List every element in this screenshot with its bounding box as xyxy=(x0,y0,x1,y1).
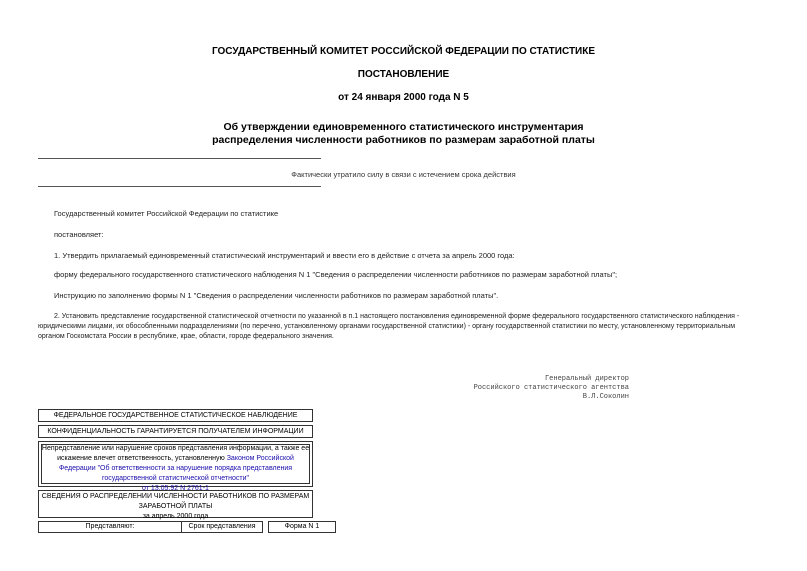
law-date-link[interactable]: от 13.05.92 N 2761-1 xyxy=(142,485,209,492)
body-paragraph-4: форму федерального государственного статистического наблюдения N 1 "Сведения о распределении численности работников по размерам заработной платы"; xyxy=(54,270,618,279)
law-link-part-2[interactable]: Федерации xyxy=(58,465,96,472)
form-number-label: Форма N 1 xyxy=(284,523,320,530)
warning-line-1: Непредставление или нарушение сроков представления информации, а также ее xyxy=(41,445,310,452)
separator-top xyxy=(38,158,321,159)
agency-heading: ГОСУДАРСТВЕННЫЙ КОМИТЕТ РОССИЙСКОЙ ФЕДЕРАЦИИ ПО СТАТИСТИКЕ xyxy=(211,46,596,57)
body-paragraph-6-line-1: 2. Установить представление государственной статистической отчетности по указанной в п.1 настоящего постановления единовременной форме федерального государственного статистического наблюдения - xyxy=(54,313,740,320)
body-paragraph-1: Государственный комитет Российской Федерации по статистике xyxy=(54,209,279,218)
form-number-cell xyxy=(268,521,336,533)
law-title-link-1[interactable]: "Об ответственности за нарушение порядка представления xyxy=(97,465,293,472)
report-title-line-1: СВЕДЕНИЯ О РАСПРЕДЕЛЕНИИ ЧИСЛЕННОСТИ РАБОТНИКОВ ПО РАЗМЕРАМ xyxy=(41,493,310,500)
law-title-link-2[interactable]: государственной статистической отчетности" xyxy=(102,475,249,482)
report-title-box xyxy=(38,490,313,518)
body-paragraph-3: 1. Утвердить прилагаемый единовременный статистический инструментарий и ввести его в действие с отчета за апрель 2000 года: xyxy=(54,251,515,260)
body-paragraph-6-line-3: органом Госкомстата России в республике, крае, области, городе федерального значения. xyxy=(38,333,334,340)
form-header-text: ФЕДЕРАЛЬНОЕ ГОСУДАРСТВЕННОЕ СТАТИСТИЧЕСКОЕ НАБЛЮДЕНИЕ xyxy=(53,412,298,419)
document-title-line-1: Об утверждении единовременного статистического инструментария xyxy=(223,121,584,133)
body-paragraph-5: Инструкцию по заполнению формы N 1 "Сведения о распределении численности работников по размерам заработной платы". xyxy=(54,291,499,300)
document-date-number: от 24 января 2000 года N 5 xyxy=(338,92,469,103)
form-header-box xyxy=(38,409,313,422)
confidentiality-text: КОНФИДЕНЦИАЛЬНОСТЬ ГАРАНТИРУЕТСЯ ПОЛУЧАТЕЛЕМ ИНФОРМАЦИИ xyxy=(47,428,304,435)
deadline-cell xyxy=(181,521,263,533)
warning-line-2-text: искажение влечет ответственность, установленную xyxy=(57,455,225,462)
signature-position: Генеральный директор xyxy=(544,375,629,383)
submitters-label: Представляют: xyxy=(85,523,135,530)
warning-box xyxy=(38,441,313,492)
report-period: за апрель 2000 года xyxy=(142,513,209,520)
deadline-label: Срок представления xyxy=(188,523,256,530)
signature-name: В.Л.Соколин xyxy=(582,393,629,401)
signature-agency: Российского статистического агентства xyxy=(473,384,629,392)
separator-bottom xyxy=(38,186,321,187)
confidentiality-box xyxy=(38,425,313,438)
warning-line-2 xyxy=(39,454,312,464)
submitters-cell xyxy=(38,521,182,533)
report-title-line-2: ЗАРАБОТНОЙ ПЛАТЫ xyxy=(138,503,213,510)
document-type: ПОСТАНОВЛЕНИЕ xyxy=(357,69,450,80)
body-paragraph-2: постановляет: xyxy=(54,230,104,239)
body-paragraph-6-line-2: юридическими лицами, их обособленными подразделениями (по перечню, установленному органами государственной статистики) - органу государственной статистики по месту, установленному территориальным xyxy=(38,323,736,330)
status-note: Фактически утратило силу в связи с истечением срока действия xyxy=(291,170,516,179)
document-title-line-2: распределения численности работников по размерам заработной платы xyxy=(212,134,595,146)
law-link-part-1[interactable]: Законом Российской xyxy=(226,455,294,462)
